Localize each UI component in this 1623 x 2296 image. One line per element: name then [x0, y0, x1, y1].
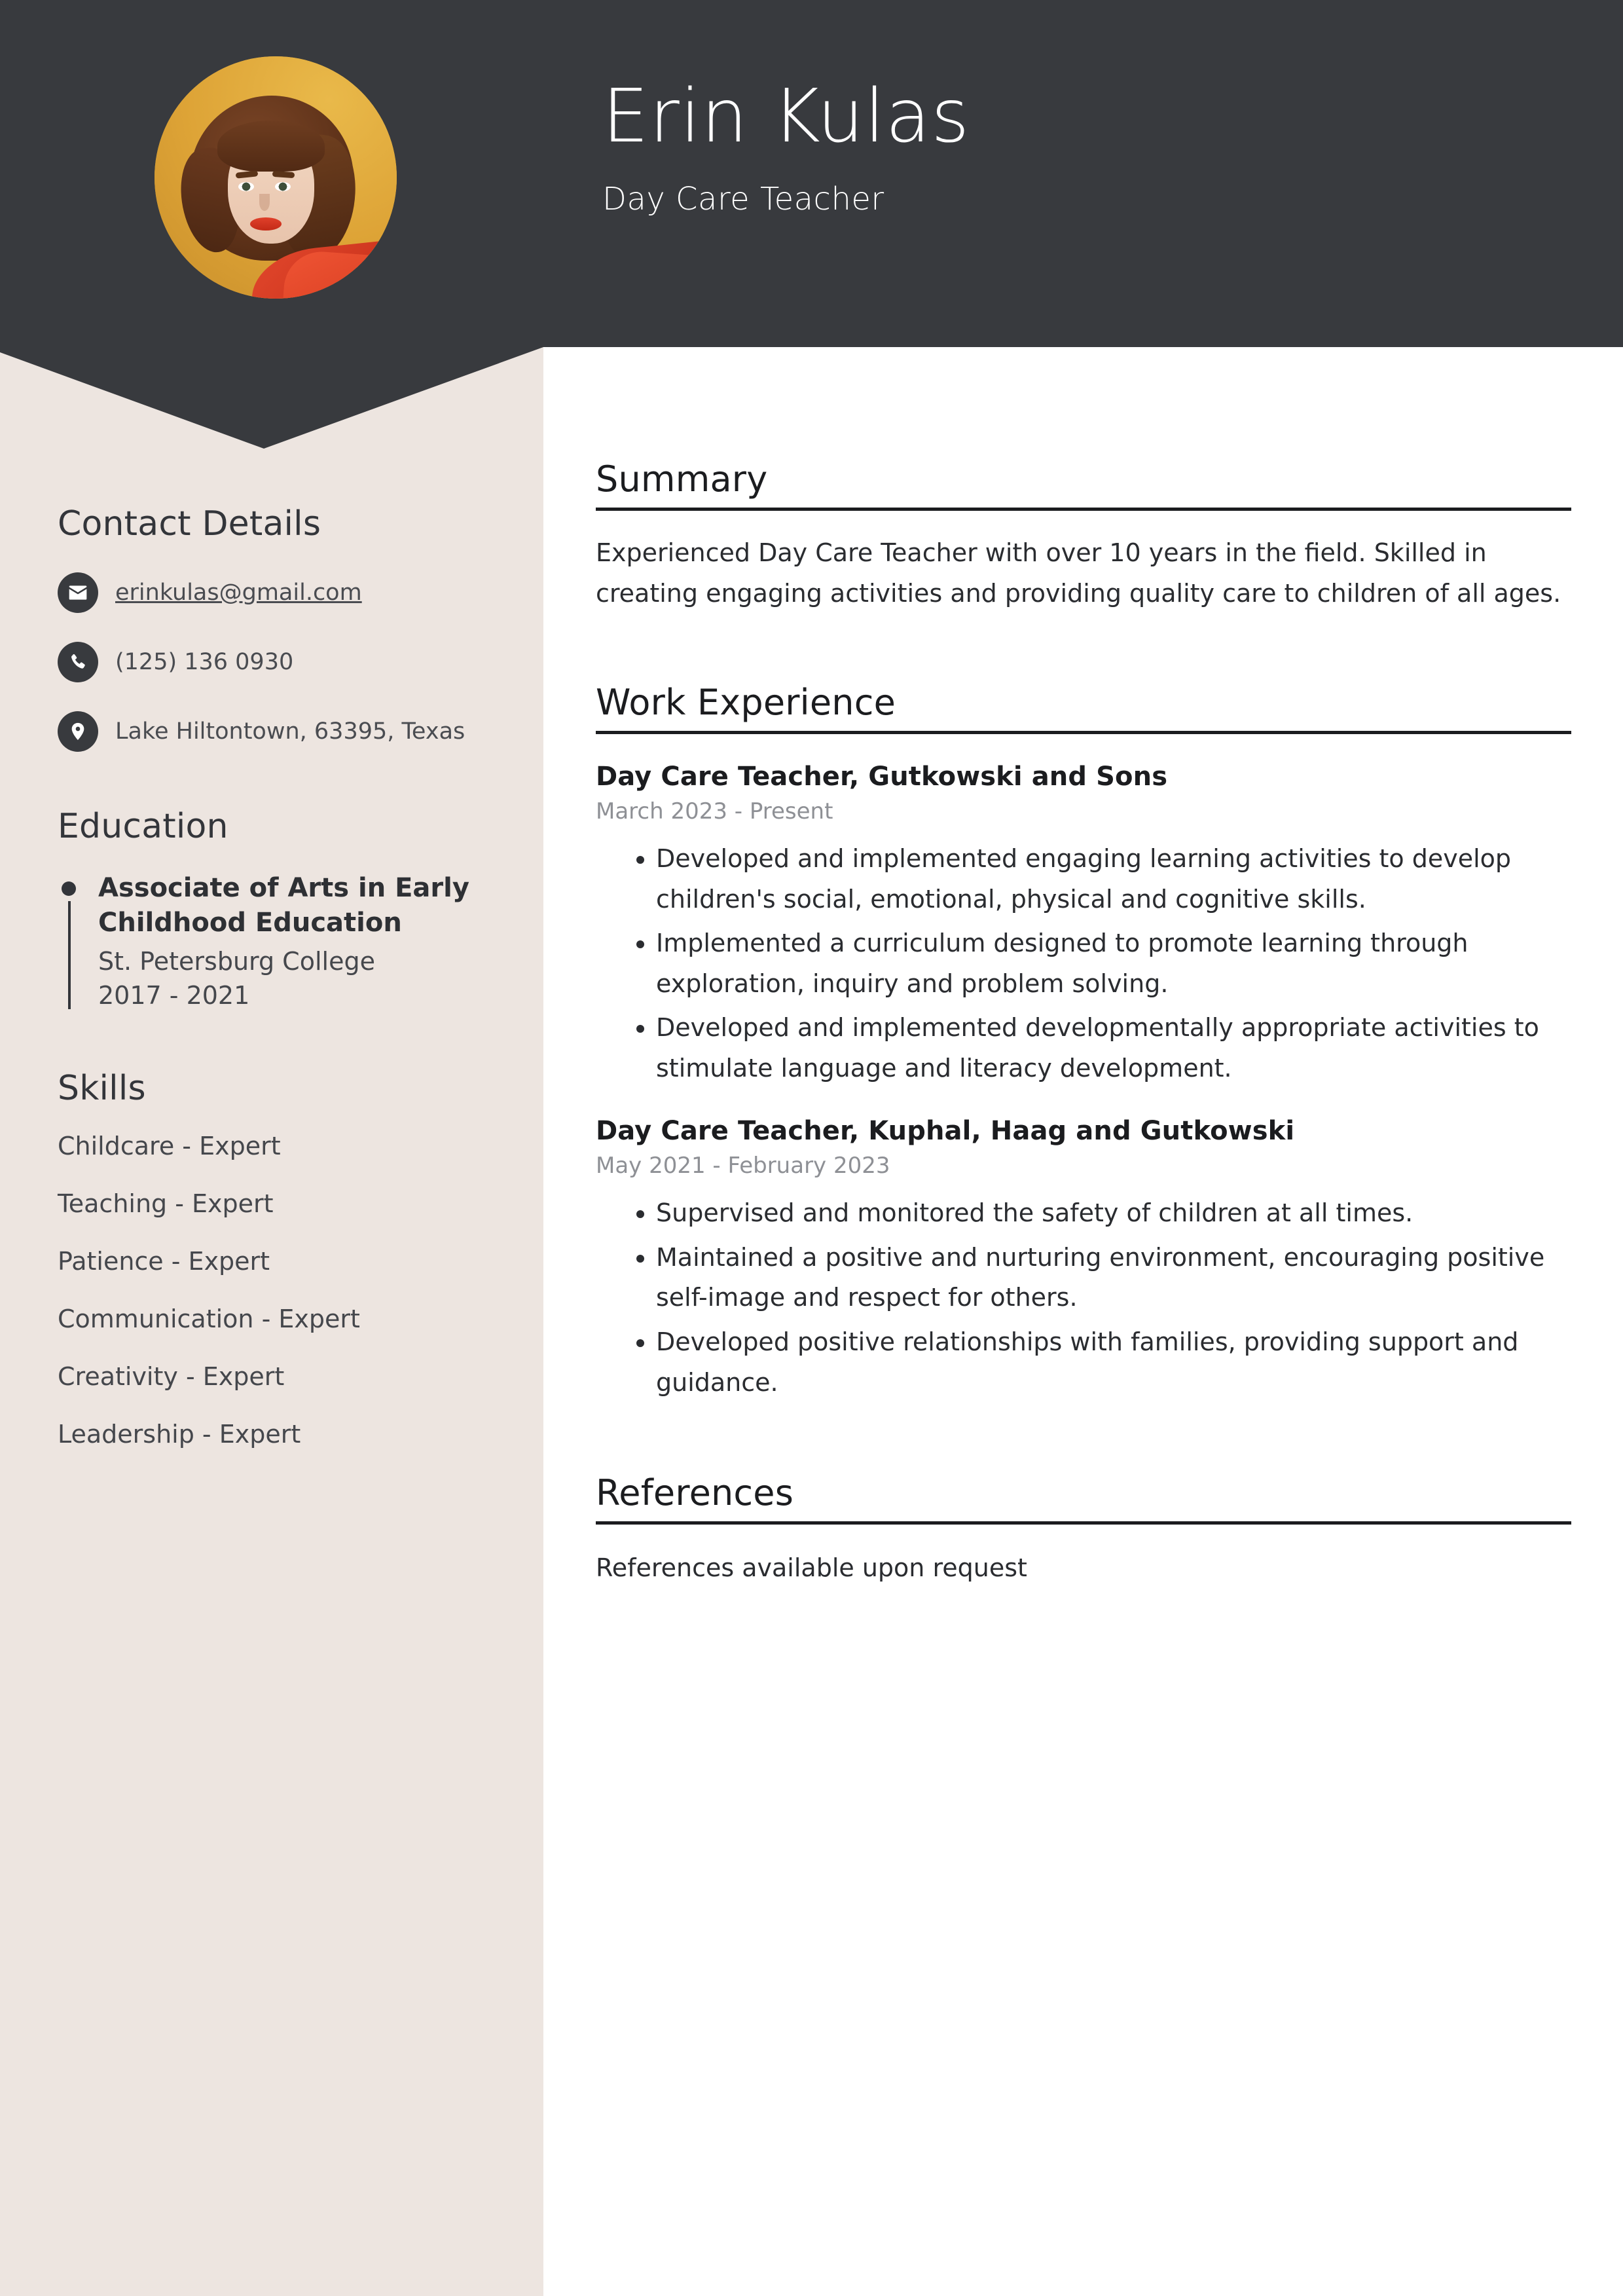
- contact-location-text[interactable]: Lake Hiltontown, 63395, Texas: [115, 718, 465, 745]
- job-bullet: • Developed and implemented engaging learning activities to develop children's social, emotional, physical and cognitive skills.: [656, 839, 1571, 919]
- education-list: [58, 871, 483, 1012]
- job-title: Day Care Teacher, Gutkowski and Sons: [596, 762, 1168, 792]
- job-entry: [596, 1116, 1571, 1403]
- contact-details-heading: Contact Details: [58, 504, 321, 544]
- skill-item: Creativity - Expert: [58, 1362, 285, 1392]
- summary-body: Experienced Day Care Teacher with over 10 years in the field. Skilled in creating engaging activities and providing quality care to children of all ages.: [596, 538, 1561, 608]
- job-bullet: • Developed positive relationships with families, providing support and guidance.: [656, 1322, 1571, 1403]
- sidebar: [0, 0, 543, 1477]
- skill-item: Teaching - Expert: [58, 1189, 274, 1219]
- location-pin-icon: [58, 711, 98, 752]
- summary-section: [596, 458, 1571, 614]
- header-text-block: [602, 74, 970, 217]
- contact-row-phone[interactable]: [58, 642, 483, 682]
- skills-list: [58, 1132, 483, 1449]
- skill-item: Leadership - Expert: [58, 1420, 301, 1449]
- phone-icon: [58, 642, 98, 682]
- job-bullet: • Supervised and monitored the safety of children at all times.: [656, 1193, 1571, 1234]
- summary-heading: Summary: [596, 458, 768, 500]
- skill-item: Childcare - Expert: [58, 1132, 281, 1161]
- candidate-name: Erin Kulas: [602, 74, 970, 159]
- job-entry: [596, 762, 1571, 1088]
- contact-row-location[interactable]: [58, 711, 483, 752]
- work-experience-heading: Work Experience: [596, 682, 896, 724]
- references-section: [596, 1472, 1571, 1589]
- contact-email-text[interactable]: erinkulas@gmail.com: [115, 580, 362, 606]
- job-bullet: • Implemented a curriculum designed to promote learning through exploration, inquiry and problem solving.: [656, 923, 1571, 1004]
- summary-divider: [596, 508, 1571, 511]
- envelope-icon: [58, 572, 98, 613]
- job-bullet-list: [596, 1193, 1571, 1403]
- education-item: [58, 871, 483, 1012]
- contact-details-list: [58, 572, 483, 752]
- education-heading: Education: [58, 807, 228, 846]
- references-body: References available upon request: [596, 1553, 1027, 1583]
- job-bullet: • Maintained a positive and nurturing environment, encouraging positive self-image and respect for others.: [656, 1238, 1571, 1318]
- education-timeline-rule: [68, 901, 71, 1009]
- education-dates: 2017 - 2021: [98, 981, 250, 1010]
- references-divider: [596, 1521, 1571, 1525]
- candidate-job-title: Day Care Teacher: [602, 180, 884, 217]
- contact-phone-text[interactable]: (125) 136 0930: [115, 649, 294, 675]
- skill-item: Patience - Expert: [58, 1247, 270, 1276]
- main-content: [596, 458, 1571, 1589]
- job-dates: May 2021 - February 2023: [596, 1153, 890, 1179]
- contact-row-email[interactable]: [58, 572, 483, 613]
- skills-heading: Skills: [58, 1069, 146, 1109]
- job-title: Day Care Teacher, Kuphal, Haag and Gutkowski: [596, 1116, 1295, 1147]
- work-experience-section: [596, 682, 1571, 1403]
- skill-item: Communication - Expert: [58, 1305, 360, 1334]
- education-degree: Associate of Arts in Early Childhood Education: [98, 873, 469, 938]
- job-bullet-list: [596, 839, 1571, 1088]
- job-bullet: • Developed and implemented developmentally appropriate activities to stimulate language and literacy development.: [656, 1008, 1571, 1088]
- work-experience-divider: [596, 731, 1571, 734]
- education-school: St. Petersburg College: [98, 946, 375, 976]
- references-heading: References: [596, 1472, 794, 1514]
- job-dates: March 2023 - Present: [596, 798, 833, 825]
- education-bullet-icon: [62, 881, 76, 896]
